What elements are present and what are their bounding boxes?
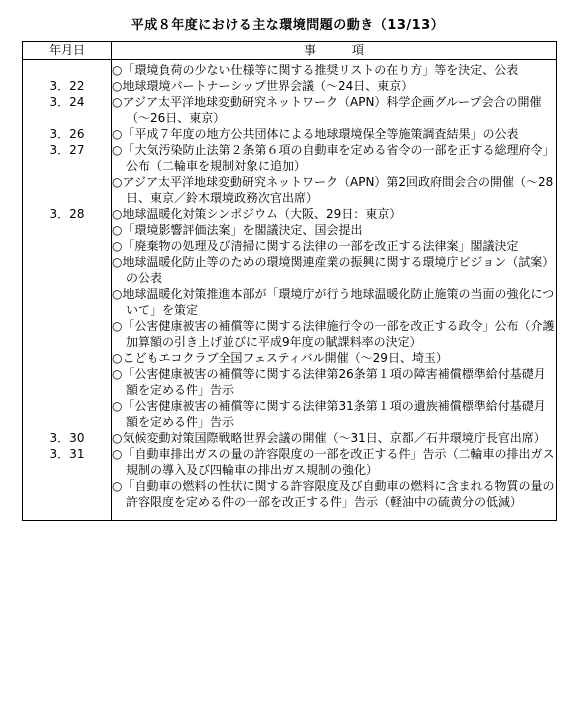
event-item: ○「公害健康被害の補償等に関する法律第31条第１項の遺族補償標準給付基礎月額を定める件」告示	[112, 399, 546, 429]
row-items	[112, 94, 557, 126]
event-item: ○アジア太平洋地球変動研究ネットワーク（APN）科学企画グループ会合の開催（～26日、東京）	[112, 95, 542, 125]
row-date: 3．31	[23, 446, 112, 510]
row-date: 3．22	[23, 78, 112, 94]
row-date: 3．24	[23, 94, 112, 126]
row-items	[112, 206, 557, 430]
event-item: ○「環境影響評価法案」を閣議決定、国会提出	[112, 223, 363, 237]
event-item: ○「廃棄物の処理及び清掃に関する法律の一部を改正する法律案」閣議決定	[112, 239, 519, 253]
row-date	[23, 60, 112, 79]
events-table	[22, 41, 557, 521]
row-items	[112, 142, 557, 206]
event-item: ○地球温暖化対策シンポジウム（大阪、29日：東京）	[112, 207, 402, 221]
row-date: 3．27	[23, 142, 112, 206]
row-date: 3．28	[23, 206, 112, 430]
event-item: ○地球温暖化対策推進本部が「環境庁が行う地球温暖化防止施策の当面の強化について」を策定	[112, 287, 555, 317]
table-row	[23, 60, 557, 79]
event-item: ○「公害健康被害の補償等に関する法律第26条第１項の障害補償標準給付基礎月額を定める件」告示	[112, 367, 546, 397]
event-item: ○気候変動対策国際戦略世界会議の開催（～31日、京都／石井環境庁長官出席）	[112, 431, 546, 445]
page-title: 平成８年度における主な環境問題の動き（13/13）	[130, 18, 445, 33]
event-item: ○「公害健康被害の補償等に関する法律施行令の一部を改正する政令」公布（介護加算額の引き上げ並びに平成9年度の賦課料率の決定）	[112, 319, 555, 349]
table-row	[23, 78, 557, 94]
row-items	[112, 126, 557, 142]
event-item: ○地球環境パートナーシップ世界会議（～24日、東京）	[112, 79, 414, 93]
row-date: 3．26	[23, 126, 112, 142]
event-item: ○「自動車の燃料の性状に関する許容限度及び自動車の燃料に含まれる物質の量の許容限度を定める件の一部を改正する件」告示（軽油中の硫黄分の低減）	[112, 479, 555, 509]
item-column-header: 事 項	[112, 42, 557, 60]
event-item: ○アジア太平洋地球変動研究ネットワーク（APN）第2回政府間会合の開催（～28日、東京／鈴木環境政務次官出席）	[112, 175, 554, 205]
row-date: 3．30	[23, 430, 112, 446]
table-header-row	[23, 42, 557, 60]
row-items	[112, 430, 557, 446]
table-row	[23, 206, 557, 430]
event-item: ○「平成７年度の地方公共団体による地球環境保全等施策調査結果」の公表	[112, 127, 519, 141]
row-items	[112, 78, 557, 94]
table-row	[23, 126, 557, 142]
table-row	[23, 94, 557, 126]
event-item: ○「環境負荷の少ない仕様等に関する推奨リストの在り方」等を決定、公表	[112, 63, 519, 77]
event-item: ○こどもエコクラブ全国フェスティバル開催（～29日、埼玉）	[112, 351, 448, 365]
table-row	[23, 430, 557, 446]
event-item: ○地球温暖化防止等のための環境関連産業の振興に関する環境庁ビジョン（試案）の公表	[112, 255, 555, 285]
row-items	[112, 60, 557, 79]
table-row	[23, 142, 557, 206]
date-column-header: 年月日	[23, 42, 112, 60]
table-bottom-spacer	[23, 510, 557, 521]
event-item: ○「大気汚染防止法第２条第６項の自動車を定める省令の一部を正する総理府令」公布（二輪車を規制対象に追加）	[112, 143, 555, 173]
table-row	[23, 446, 557, 510]
event-item: ○「自動車排出ガスの量の許容限度の一部を改正する件」告示（二輪車の排出ガス規制の導入及び四輪車の排出ガス規制の強化）	[112, 447, 555, 477]
row-items	[112, 446, 557, 510]
